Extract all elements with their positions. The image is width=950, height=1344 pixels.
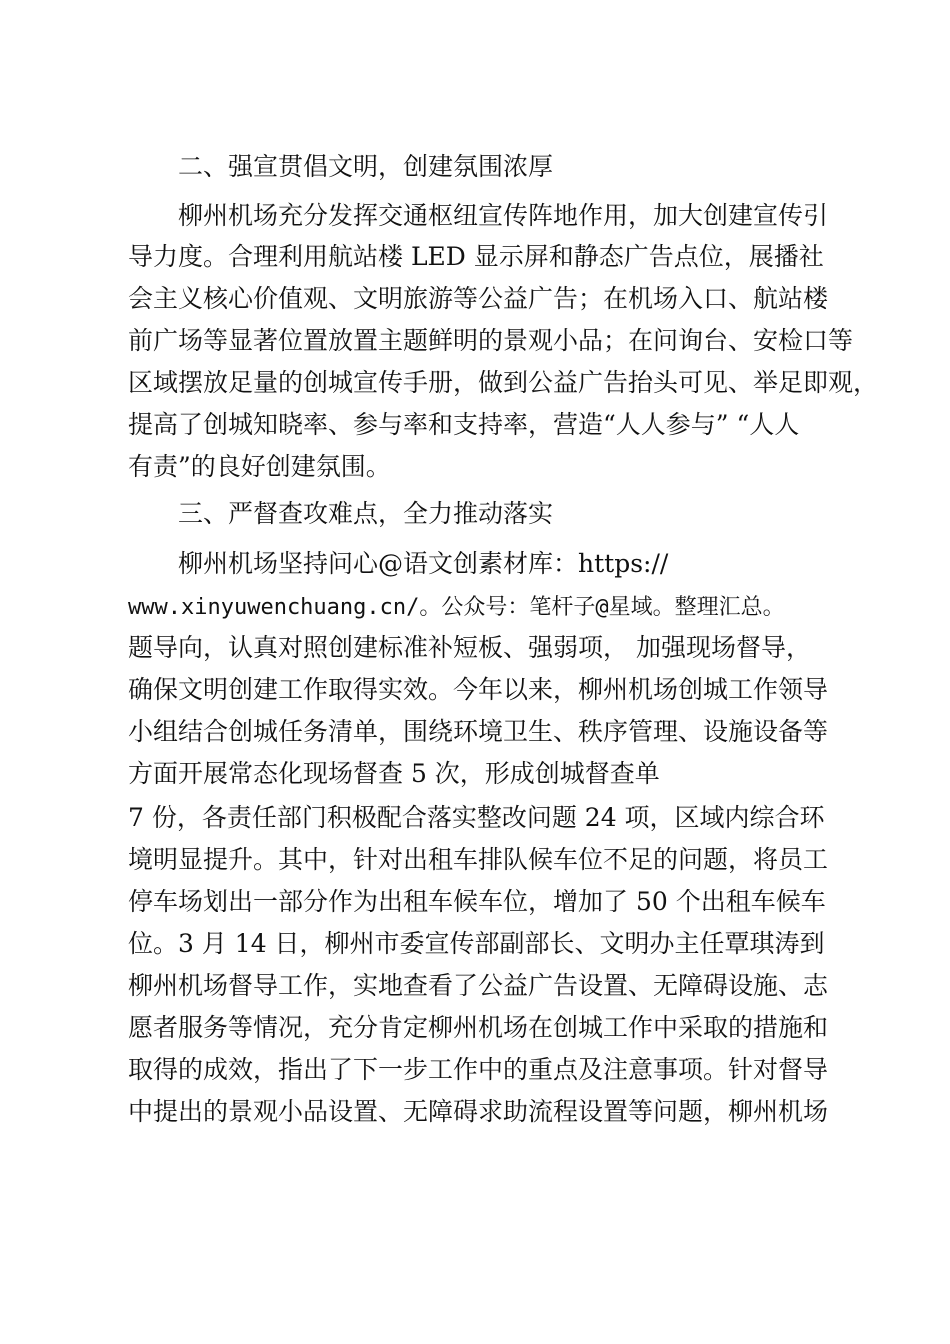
paragraph-line: 中提出的景观小品设置、无障碍求助流程设置等问题，柳州机场 — [128, 1097, 829, 1126]
paragraph-line: 柳州机场充分发挥交通枢纽宣传阵地作用，加大创建宣传引 — [178, 201, 829, 230]
paragraph-line: 会主义核心价值观、文明旅游等公益广告；在机场入口、航站楼 — [128, 284, 829, 313]
paragraph-line: 7 份，各责任部门积极配合落实整改问题 24 项，区域内综合环 — [128, 803, 825, 832]
paragraph-line: 柳州机场坚持问心@语文创素材库：https:// — [178, 549, 669, 578]
paragraph-line: 提高了创城知晓率、参与率和支持率，营造“人人参与” “人人 — [128, 410, 800, 439]
paragraph-line: 题导向，认真对照创建标准补短板、强弱项， 加强现场督导， — [128, 633, 811, 662]
paragraph-line: 确保文明创建工作取得实效。今年以来，柳州机场创城工作领导 — [128, 675, 829, 704]
paragraph-line: 前广场等显著位置放置主题鲜明的景观小品；在问询台、安检口等 — [128, 326, 854, 355]
paragraph-line-url: www.xinyuwenchuang.cn/。公众号：笔杆子@星域。整理汇总。 — [128, 595, 785, 620]
section-heading-3: 三、严督查攻难点，全力推动落实 — [178, 499, 554, 528]
paragraph-line: 有责”的良好创建氛围。 — [128, 452, 391, 481]
paragraph-line: 方面开展常态化现场督查 5 次，形成创城督查单 — [128, 759, 660, 788]
section-heading-2: 二、强宣贯倡文明，创建氛围浓厚 — [178, 152, 554, 181]
paragraph-line: 区域摆放足量的创城宣传手册，做到公益广告抬头可见、举足即观， — [128, 368, 879, 397]
paragraph-line: 小组结合创城任务清单，围绕环境卫生、秩序管理、设施设备等 — [128, 717, 829, 746]
paragraph-line: 愿者服务等情况，充分肯定柳州机场在创城工作中采取的措施和 — [128, 1013, 829, 1042]
paragraph-line: 柳州机场督导工作，实地查看了公益广告设置、无障碍设施、志 — [128, 971, 829, 1000]
paragraph-line: 停车场划出一部分作为出租车候车位，增加了 50 个出租车候车 — [128, 887, 826, 916]
paragraph-line: 位。3 月 14 日，柳州市委宣传部副部长、文明办主任覃琪涛到 — [128, 929, 825, 958]
paragraph-line: 境明显提升。其中，针对出租车排队候车位不足的问题，将员工 — [128, 845, 829, 874]
paragraph-line: 导力度。合理利用航站楼 LED 显示屏和静态广告点位，展播社 — [128, 242, 824, 271]
paragraph-line: 取得的成效，指出了下一步工作中的重点及注意事项。针对督导 — [128, 1055, 829, 1084]
